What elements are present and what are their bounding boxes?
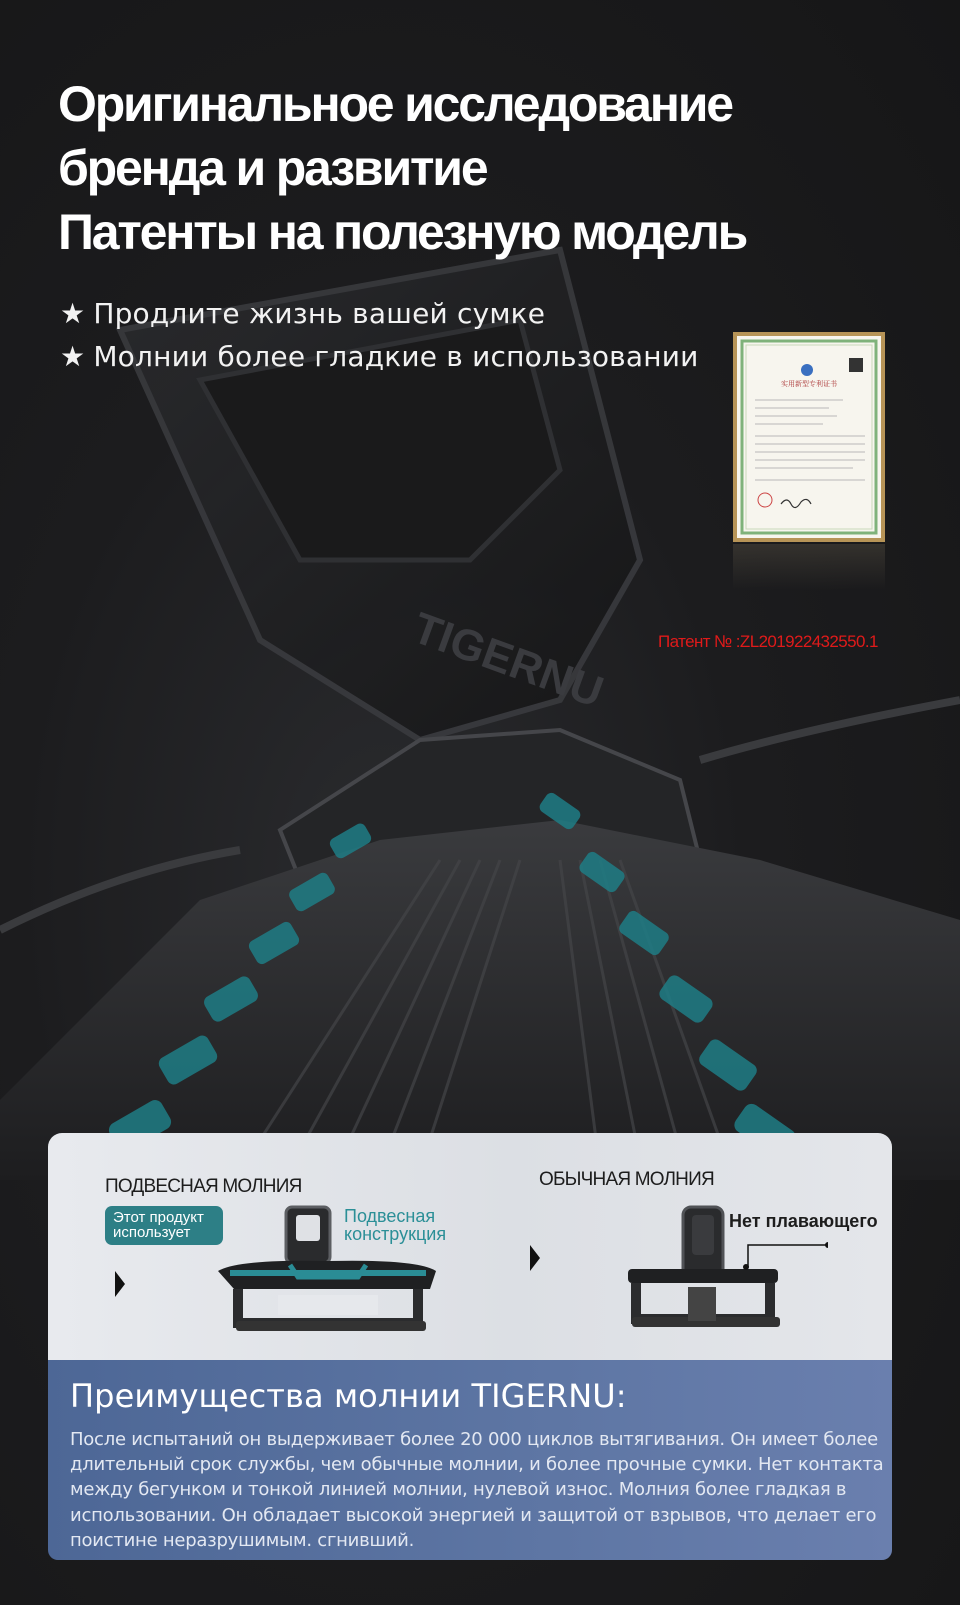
zipper-brand-mark: TIGERNU <box>406 603 610 718</box>
product-uses-badge <box>105 1206 223 1245</box>
patent-certificate-image <box>733 332 885 542</box>
headline-line-3: Патенты на полезную модель <box>58 204 747 260</box>
certificate-title: 实用新型专利证书 <box>781 380 837 388</box>
headline-line-2: бренда и развитие <box>58 140 487 196</box>
advantages-title: Преимущества молнии TIGERNU: <box>70 1377 627 1415</box>
badge-line-2: использует <box>113 1224 191 1241</box>
feature-text: Молнии более гладкие в использовании <box>93 340 699 373</box>
regular-zipper-title: ОБЫЧНАЯ МОЛНИЯ <box>539 1169 714 1190</box>
feature-text: Продлите жизнь вашей сумке <box>93 297 546 330</box>
suspended-slider-image <box>218 1203 448 1338</box>
star-icon: ★ <box>60 297 86 330</box>
certificate-reflection <box>733 544 885 590</box>
headline-line-1: Оригинальное исследование <box>58 76 732 132</box>
regular-slider-image <box>628 1205 828 1335</box>
no-floating-label: Нет плавающего <box>729 1211 878 1231</box>
patent-number: Патент № :ZL201922432550.1 <box>658 632 878 651</box>
suspended-label-line-1: Подвесная <box>344 1206 436 1226</box>
triangle-arrow-icon <box>530 1245 540 1271</box>
advantages-body: После испытаний он выдерживает более 20 000 циклов вытягивания. Он имеет более длительный срок службы, чем обычные молнии, и более прочные сумки. Нет контакта между бегунком и тонкой линией молнии, нулевой износ. Молния более гладкая в использовании. Он обладает высокой энергией и защитой от взрывов, что делает его поистине неразрушимым. сгнивший. <box>70 1429 884 1551</box>
advantages-panel <box>48 1360 892 1560</box>
zipper-comparison-card <box>48 1133 892 1360</box>
feature-item <box>60 335 699 378</box>
feature-list <box>60 292 699 378</box>
triangle-arrow-icon <box>115 1271 125 1297</box>
star-icon: ★ <box>60 340 86 373</box>
feature-item <box>60 292 699 335</box>
suspended-zipper-title: ПОДВЕСНАЯ МОЛНИЯ <box>105 1176 302 1197</box>
badge-line-1: Этот продукт <box>113 1209 204 1226</box>
suspended-label-line-2: конструкция <box>344 1224 447 1244</box>
headline <box>58 72 746 264</box>
